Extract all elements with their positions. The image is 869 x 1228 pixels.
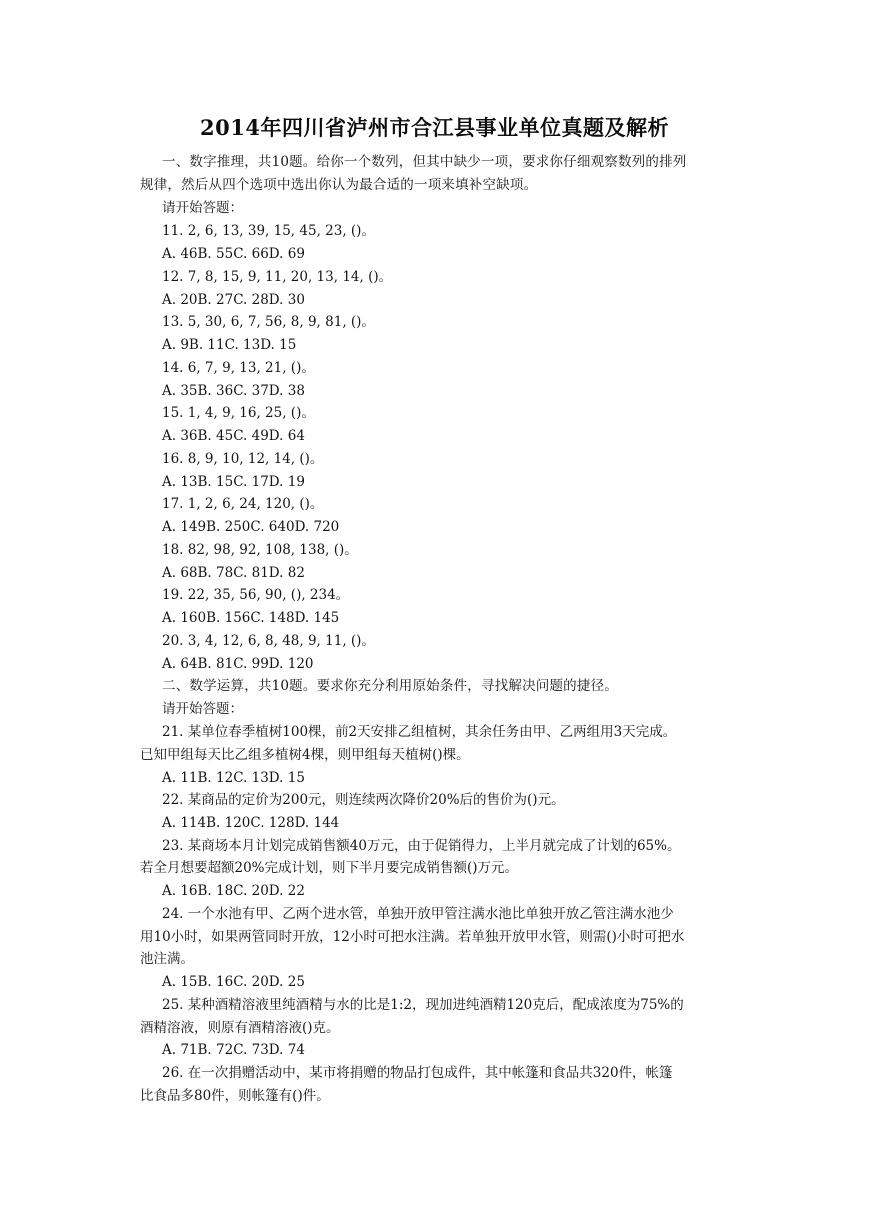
section1-start: 请开始答题： xyxy=(162,200,243,216)
question-20: 20. 3, 4, 12, 6, 8, 48, 9, 11, ()。 xyxy=(162,633,375,649)
section2-start: 请开始答题： xyxy=(162,701,243,717)
options-15: A. 36B. 45C. 49D. 64 xyxy=(162,428,305,444)
options-14: A. 35B. 36C. 37D. 38 xyxy=(162,383,305,399)
question-14: 14. 6, 7, 9, 13, 21, ()。 xyxy=(162,360,315,376)
question-23-line1: 23. 某商场本月计划完成销售额40万元，由于促销得力，上半月就完成了计划的65%。 xyxy=(162,838,681,854)
options-24: A. 15B. 16C. 20D. 25 xyxy=(162,974,305,990)
section1-intro-line1: 一、数字推理，共10题。给你一个数列，但其中缺少一项，要求你仔细观察数列的排列 xyxy=(162,154,687,170)
options-21: A. 11B. 12C. 13D. 15 xyxy=(162,770,305,786)
question-26-line2: 比食品多80件，则帐篷有()件。 xyxy=(140,1088,330,1104)
question-24-line2: 用10小时，如果两管同时开放，12小时可把水注满。若单独开放甲水管，则需()小时可把水 xyxy=(140,929,685,945)
question-15: 15. 1, 4, 9, 16, 25, ()。 xyxy=(162,405,315,421)
options-20: A. 64B. 81C. 99D. 120 xyxy=(162,656,314,672)
question-12: 12. 7, 8, 15, 9, 11, 20, 13, 14, ()。 xyxy=(162,269,393,285)
question-21-line2: 已知甲组每天比乙组多植树4棵，则甲组每天植树()棵。 xyxy=(140,747,470,763)
question-21-line1: 21. 某单位春季植树100棵，前2天安排乙组植树，其余任务由甲、乙两组用3天完成。 xyxy=(162,724,677,740)
question-25-line1: 25. 某种酒精溶液里纯酒精与水的比是1:2，现加进纯酒精120克后，配成浓度为75%的 xyxy=(162,997,684,1013)
options-13: A. 9B. 11C. 13D. 15 xyxy=(162,337,297,353)
options-16: A. 13B. 15C. 17D. 19 xyxy=(162,474,305,490)
question-18: 18. 82, 98, 92, 108, 138, ()。 xyxy=(162,542,358,558)
question-26-line1: 26. 在一次捐赠活动中，某市将捐赠的物品打包成件，其中帐篷和食品共320件，帐篷 xyxy=(162,1065,673,1081)
options-23: A. 16B. 18C. 20D. 22 xyxy=(162,883,305,899)
document-title: 2014年四川省泸州市合江县事业单位真题及解析 xyxy=(200,115,669,140)
question-19: 19. 22, 35, 56, 90, (), 234。 xyxy=(162,587,350,603)
question-25-line2: 酒精溶液，则原有酒精溶液()克。 xyxy=(140,1020,340,1036)
question-16: 16. 8, 9, 10, 12, 14, ()。 xyxy=(162,451,324,467)
section2-intro: 二、数学运算，共10题。要求你充分利用原始条件，寻找解决问题的捷径。 xyxy=(162,678,618,694)
options-19: A. 160B. 156C. 148D. 145 xyxy=(162,610,340,626)
question-11: 11. 2, 6, 13, 39, 15, 45, 23, ()。 xyxy=(162,223,375,239)
options-18: A. 68B. 78C. 81D. 82 xyxy=(162,565,305,581)
options-22: A. 114B. 120C. 128D. 144 xyxy=(162,815,340,831)
options-11: A. 46B. 55C. 66D. 69 xyxy=(162,246,305,262)
question-17: 17. 1, 2, 6, 24, 120, ()。 xyxy=(162,496,324,512)
options-17: A. 149B. 250C. 640D. 720 xyxy=(162,519,340,535)
question-23-line2: 若全月想要超额20%完成计划，则下半月要完成销售额()万元。 xyxy=(140,860,519,876)
question-22-line1: 22. 某商品的定价为200元，则连续两次降价20%后的售价为()元。 xyxy=(162,792,565,808)
options-12: A. 20B. 27C. 28D. 30 xyxy=(162,292,305,308)
section1-intro-line2: 规律，然后从四个选项中选出你认为最合适的一项来填补空缺项。 xyxy=(140,177,538,193)
options-25: A. 71B. 72C. 73D. 74 xyxy=(162,1042,305,1058)
question-24-line1: 24. 一个水池有甲、乙两个进水管，单独开放甲管注满水池比单独开放乙管注满水池少 xyxy=(162,906,674,922)
question-13: 13. 5, 30, 6, 7, 56, 8, 9, 81, ()。 xyxy=(162,314,375,330)
question-24-line3: 池注满。 xyxy=(140,951,194,967)
